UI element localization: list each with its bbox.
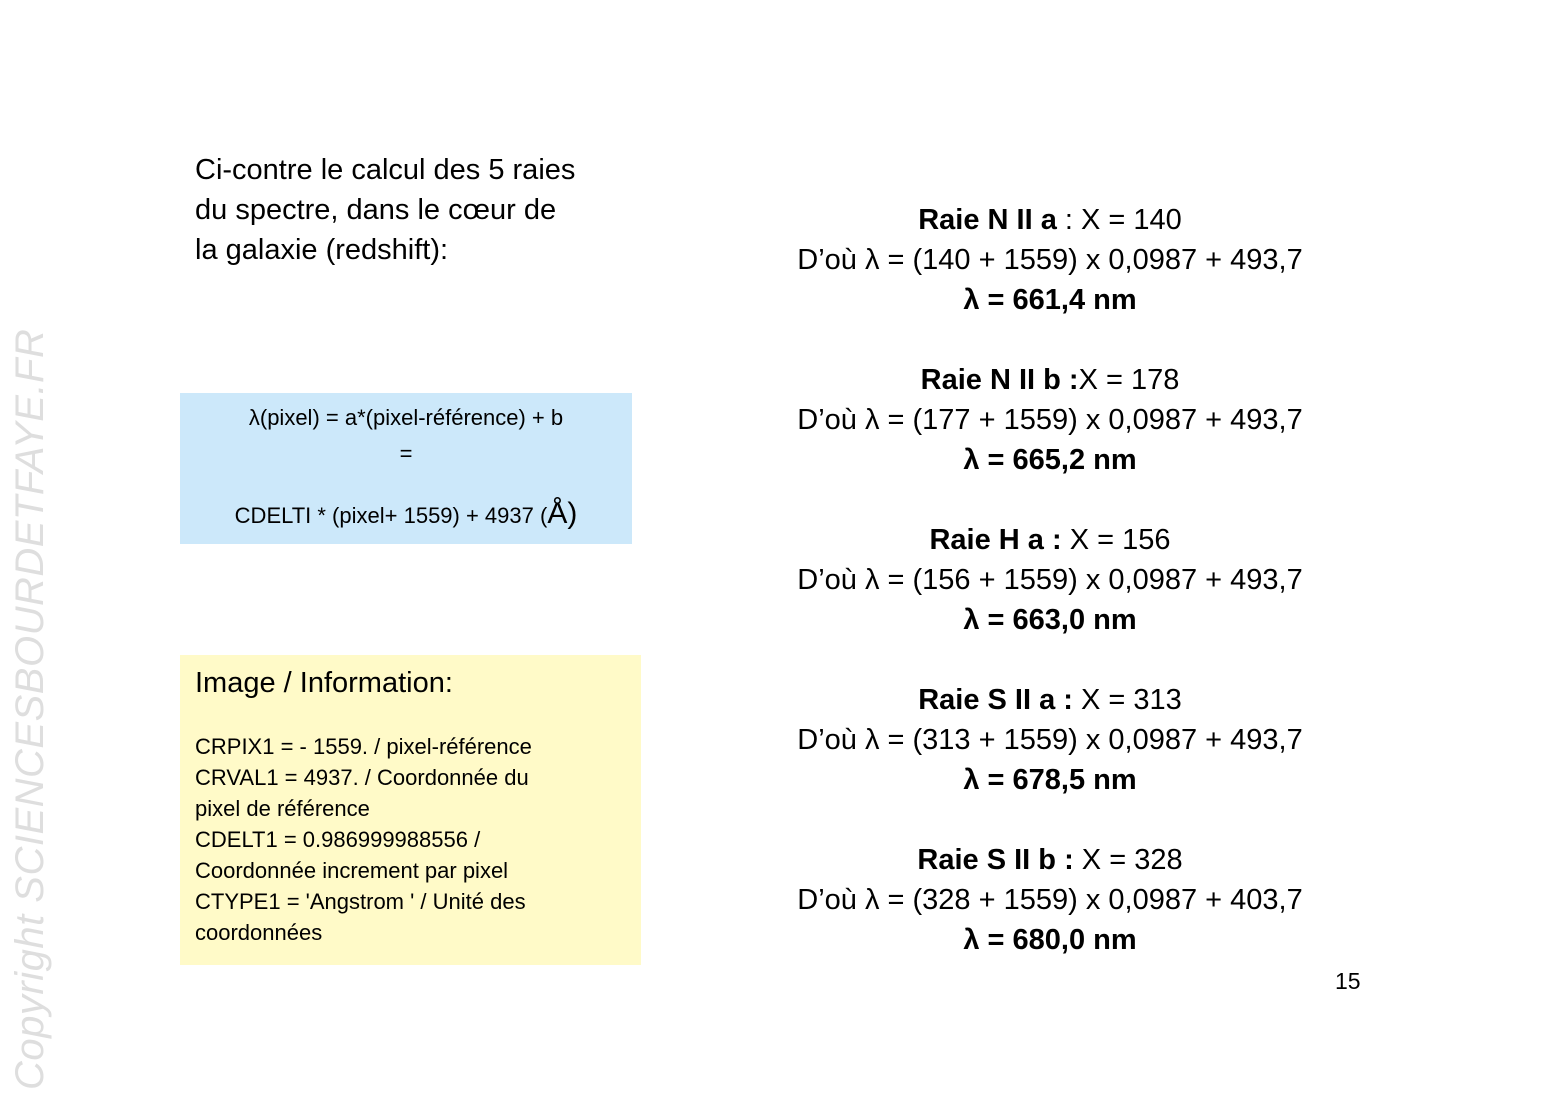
raie-block	[720, 840, 1380, 960]
formula-unit: Å)	[547, 497, 578, 530]
raie-calc: D’où λ = (328 + 1559) x 0,0987 + 403,7	[797, 884, 1303, 916]
copyright-watermark: Copyright SCIENCESBOURDETFAYE.FR	[8, 328, 52, 1090]
info-line: coordonnées	[195, 920, 323, 945]
intro-line: Ci-contre le calcul des 5 raies	[195, 154, 576, 186]
raie-separator: :	[1056, 204, 1081, 236]
raie-heading	[720, 360, 1380, 400]
raie-x: X = 328	[1081, 844, 1183, 876]
info-line: CDELT1 = 0.986999988556 /	[195, 827, 481, 852]
raie-separator	[1074, 844, 1082, 876]
info-line: Coordonnée increment par pixel	[195, 858, 509, 883]
raie-calc: D’où λ = (177 + 1559) x 0,0987 + 493,7	[797, 404, 1303, 436]
info-line: CTYPE1 = 'Angstrom ' / Unité des	[195, 889, 526, 914]
intro-line: la galaxie (redshift):	[195, 234, 449, 266]
raie-name: Raie N II a	[918, 204, 1057, 236]
spectral-lines-list	[720, 200, 1380, 1000]
formula-expression: CDELTI * (pixel+ 1559) + 4937 (	[234, 503, 548, 528]
raie-name: Raie N II b :	[920, 364, 1079, 396]
info-line: CRPIX1 = - 1559. / pixel-référence	[195, 734, 532, 759]
raie-block	[720, 200, 1380, 320]
intro-line: du spectre, dans le cœur de	[195, 194, 557, 226]
raie-name: Raie S II b :	[917, 844, 1074, 876]
raie-block	[720, 360, 1380, 480]
formula-equals: =	[399, 441, 413, 466]
raie-result: λ = 678,5 nm	[963, 764, 1137, 796]
raie-result: λ = 661,4 nm	[963, 284, 1137, 316]
raie-calc: D’où λ = (156 + 1559) x 0,0987 + 493,7	[797, 564, 1303, 596]
raie-x: X = 140	[1081, 204, 1182, 236]
raie-block	[720, 680, 1380, 800]
image-information-box	[180, 655, 641, 965]
raie-result: λ = 665,2 nm	[963, 444, 1137, 476]
formula-line	[180, 497, 632, 531]
raie-heading	[720, 200, 1380, 240]
intro-text	[195, 150, 655, 270]
raie-heading	[720, 840, 1380, 880]
raie-x: X = 313	[1081, 684, 1182, 716]
info-title: Image / Information:	[195, 667, 453, 699]
raie-heading	[720, 520, 1380, 560]
formula-line: λ(pixel) = a*(pixel-référence) + b	[248, 405, 564, 430]
raie-x: X = 156	[1069, 524, 1171, 556]
raie-name: Raie S II a :	[918, 684, 1073, 716]
raie-heading	[720, 680, 1380, 720]
info-line: pixel de référence	[195, 796, 370, 821]
page-number: 15	[1335, 968, 1361, 994]
raie-calc: D’où λ = (313 + 1559) x 0,0987 + 493,7	[797, 724, 1303, 756]
raie-result: λ = 663,0 nm	[963, 604, 1137, 636]
formula-box	[180, 393, 632, 544]
raie-calc: D’où λ = (140 + 1559) x 0,0987 + 493,7	[797, 244, 1303, 276]
raie-result: λ = 680,0 nm	[963, 924, 1137, 956]
raie-separator	[1062, 524, 1070, 556]
raie-block	[720, 520, 1380, 640]
raie-separator	[1073, 684, 1081, 716]
info-line: CRVAL1 = 4937. / Coordonnée du	[195, 765, 529, 790]
raie-x: X = 178	[1078, 364, 1180, 396]
raie-name: Raie H a :	[929, 524, 1062, 556]
